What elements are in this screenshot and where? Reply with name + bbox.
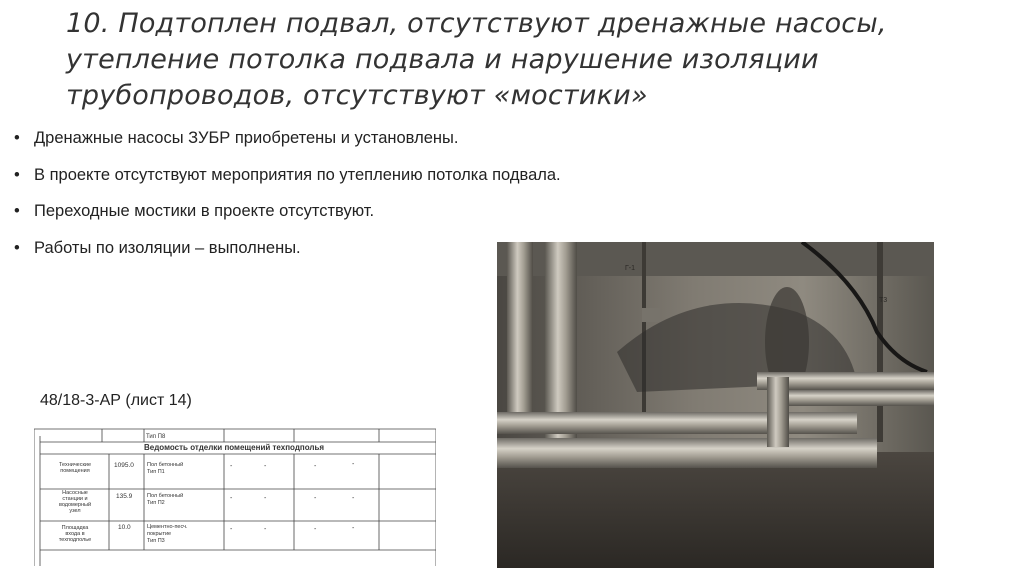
doc-table-title: Ведомость отделки помещений техподполья xyxy=(144,443,325,452)
basement-pipes-photo xyxy=(497,242,934,568)
row-3-finish: Цементно-песч. xyxy=(147,524,188,530)
document-reference: 48/18-3-АР (лист 14) xyxy=(40,392,192,409)
slide-title xyxy=(66,6,966,114)
row-2-name: станции и xyxy=(62,496,88,502)
photo-illustration xyxy=(497,242,934,568)
row-2-cell: - xyxy=(314,495,317,502)
row-1-finish-type: Тип П1 xyxy=(147,469,165,475)
doc-top-cell: Тип П8 xyxy=(146,434,166,440)
bullet-dot-icon: • xyxy=(14,129,20,147)
wall-note-2: Т3 xyxy=(879,297,888,304)
row-3-finish-type: Тип П3 xyxy=(147,538,165,544)
wall-note-1: Г-1 xyxy=(625,265,636,272)
slide-title-line-3: трубопроводов, отсутствуют «мостики» xyxy=(66,80,648,111)
row-2-name: Насосные xyxy=(62,490,88,496)
row-2-finish: Пол бетонный xyxy=(147,493,184,499)
bullet-text: В проекте отсутствуют мероприятия по утеплению потолка подвала. xyxy=(34,165,561,184)
document-excerpt xyxy=(34,426,436,566)
row-2-cell: - xyxy=(352,495,355,502)
bullet-item xyxy=(14,128,714,148)
row-3-cell: - xyxy=(352,525,355,532)
bullet-dot-icon: • xyxy=(14,238,20,257)
row-1-name: Технические xyxy=(58,462,92,468)
row-2-name: водомерный xyxy=(58,502,92,508)
row-1-cell: - xyxy=(230,463,233,470)
slide-title-line-2: утепление потолка подвала и нарушение изоляции xyxy=(66,44,819,75)
finishing-schedule-table xyxy=(34,426,436,566)
row-1-cell: - xyxy=(264,463,267,470)
row-3-name: техподполье xyxy=(58,537,92,543)
row-2-area: 135.9 xyxy=(116,493,133,500)
row-3-cell: - xyxy=(314,526,317,533)
bullet-dot-icon: • xyxy=(14,165,20,184)
row-3-cell: - xyxy=(264,526,267,533)
row-3-name: Площадка xyxy=(61,525,89,531)
row-2-name: узел xyxy=(69,508,81,514)
row-3-finish: покрытие xyxy=(147,531,172,537)
slide-title-line-1: 10. Подтоплен подвал, отсутствуют дренажные насосы, xyxy=(66,8,887,39)
row-3-name: входа в xyxy=(65,531,85,537)
bullet-text: Дренажные насосы ЗУБР приобретены и установлены. xyxy=(34,129,459,147)
bullet-text: Переходные мостики в проекте отсутствуют. xyxy=(34,202,375,220)
bullet-item xyxy=(14,165,714,185)
row-1-cell: - xyxy=(314,463,317,470)
row-1-name: помещения xyxy=(60,468,90,474)
bullet-dot-icon: • xyxy=(14,202,20,220)
row-3-area: 10.0 xyxy=(118,524,131,531)
bullet-text: Работы по изоляции – выполнены. xyxy=(34,238,301,257)
row-2-finish-type: Тип П2 xyxy=(147,500,165,506)
row-1-area: 1095.0 xyxy=(114,462,134,469)
row-1-finish: Пол бетонный xyxy=(147,462,184,468)
row-2-cell: - xyxy=(264,495,267,502)
row-2-cell: - xyxy=(230,495,233,502)
bullet-item xyxy=(14,201,714,221)
row-1-cell: - xyxy=(352,461,355,468)
row-3-cell: - xyxy=(230,526,233,533)
